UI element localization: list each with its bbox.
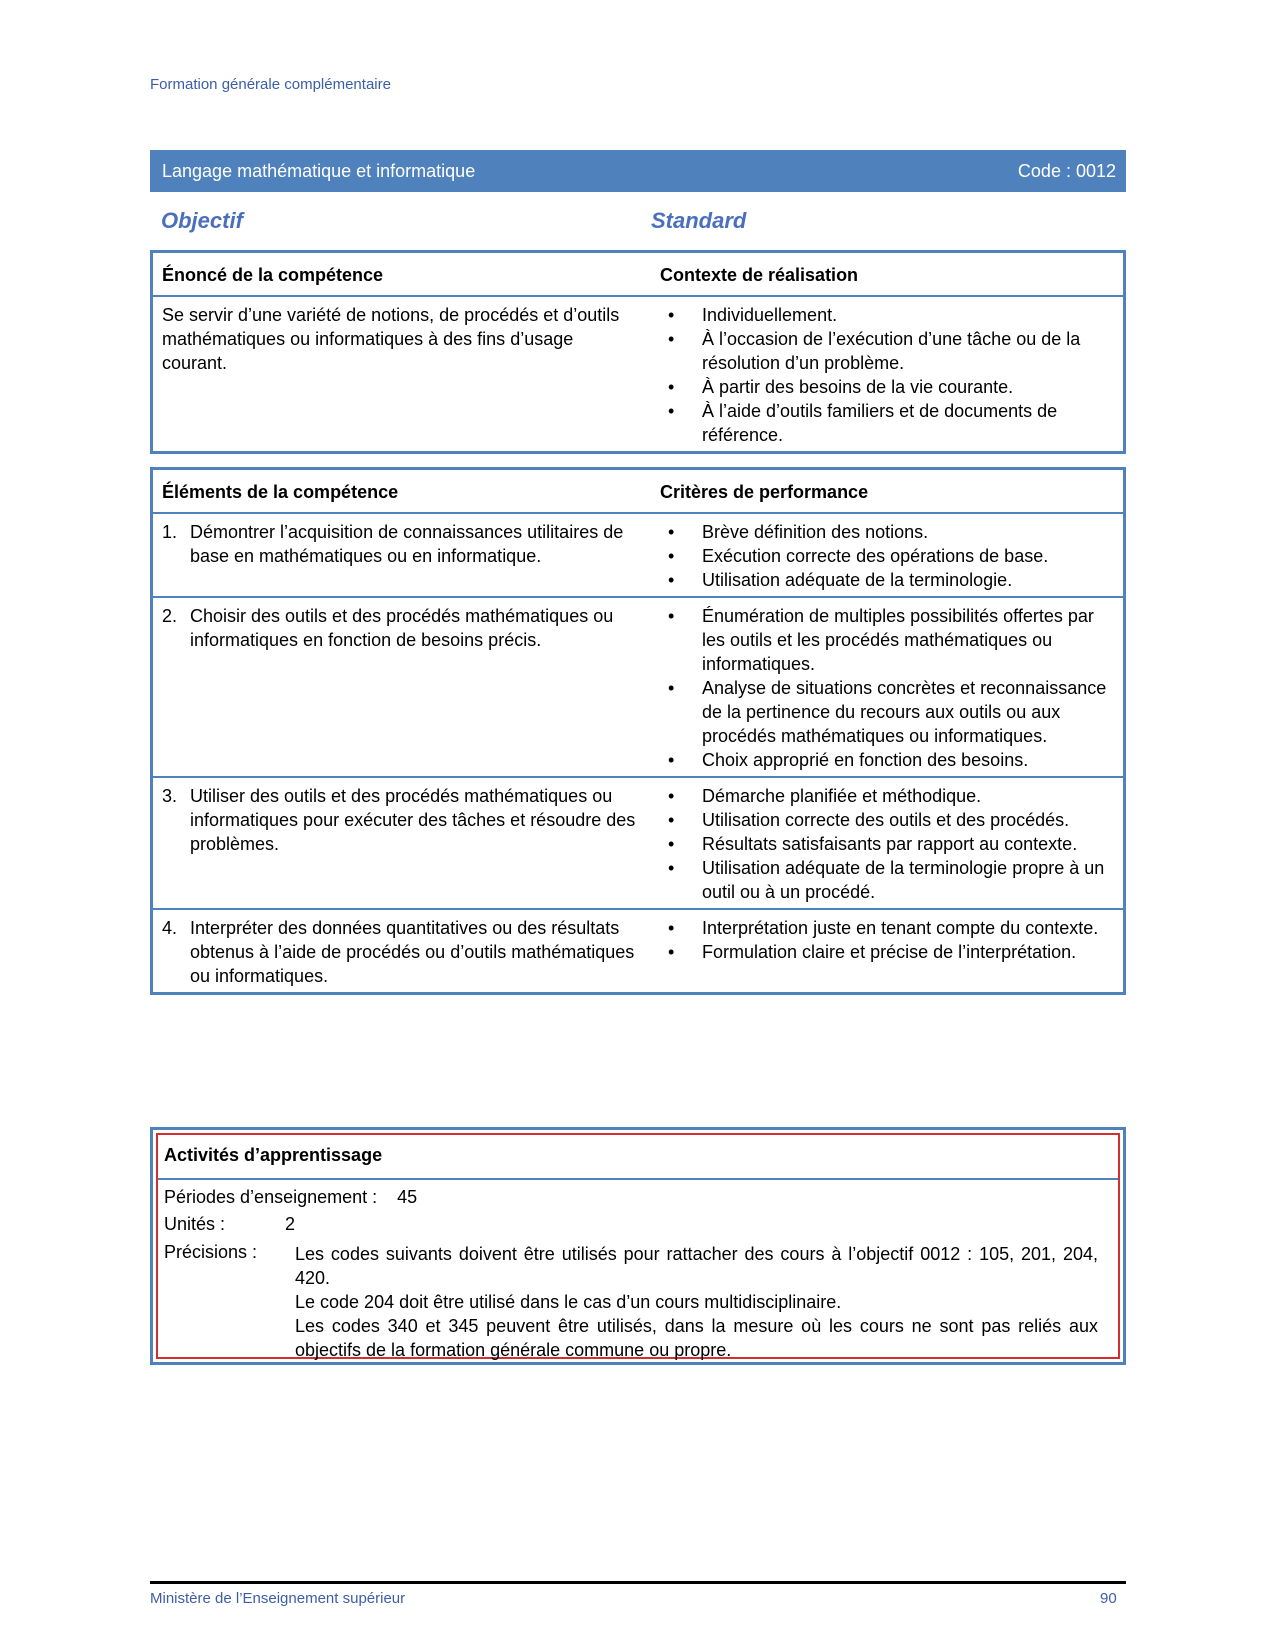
criterion-item: • Résultats satisfaisants par rapport au contexte. [660,832,1114,856]
criteria-header: Critères de performance [651,469,1125,514]
criterion-item: • Énumération de multiples possibilités offertes par les outils et les procédés mathématiques ou informatiques. [660,604,1114,676]
teaching-periods: Périodes d’enseignement : 45 [164,1187,418,1207]
criterion-item: • Analyse de situations concrètes et reconnaissance de la pertinence du recours aux outils ou aux procédés mathématiques ou informatiques. [660,676,1114,748]
learning-activities-box [150,1127,1126,1365]
element-number: 3. [162,786,178,806]
objectif-label: Objectif [161,208,243,233]
element-text: Utiliser des outils et des procédés mathématiques ou informatiques pour exécuter des tâches et résoudre des problèmes. [190,786,636,854]
units: Unités : 2 [164,1214,296,1234]
criterion-item: • Brève définition des notions. [660,520,1114,544]
context-list [660,303,1114,447]
course-title: Langage mathématique et informatique [162,161,476,181]
competence-statement: Se servir d’une variété de notions, de procédés et d’outils mathématiques ou informatiques à des fins d’usage courant. [162,305,620,373]
footer-rule [150,1581,1126,1584]
element-number: 2. [162,606,178,626]
precisions-text [295,1242,1098,1362]
context-item: • À l’occasion de l’exécution d’une tâche ou de la résolution d’un problème. [660,327,1114,375]
precisions-label: Précisions : [164,1242,258,1262]
table-row [152,909,1125,994]
precision-item: Le code 204 doit être utilisé dans le cas d’un cours multidisciplinaire. [295,1292,842,1312]
table-row [152,597,1125,777]
criterion-item: • Utilisation adéquate de la terminologie propre à un outil ou à un procédé. [660,856,1114,904]
context-item: • À l’aide d’outils familiers et de documents de référence. [660,399,1114,447]
precision-item: Les codes suivants doivent être utilisés pour rattacher des cours à l’objectif 0012 : 105, 201, 204, 420. [295,1244,1098,1288]
elements-header: Éléments de la compétence [152,469,652,514]
title-bar [150,150,1126,192]
criterion-item: • Exécution correcte des opérations de base. [660,544,1114,568]
course-code: Code : 0012 [1017,161,1116,181]
criterion-item: • Formulation claire et précise de l’interprétation. [660,940,1114,964]
criterion-item: • Démarche planifiée et méthodique. [660,784,1114,808]
element-text: Choisir des outils et des procédés mathématiques ou informatiques en fonction de besoins précis. [190,606,614,650]
activities-title: Activités d’apprentissage [164,1145,383,1165]
page-number: 90 [1100,1590,1117,1607]
table-row [152,513,1125,597]
criterion-item: • Interprétation juste en tenant compte du contexte. [660,916,1114,940]
element-number: 1. [162,522,178,542]
running-header: Formation générale complémentaire [150,76,391,93]
elements-table [150,467,1126,995]
table-row [152,777,1125,909]
element-number: 4. [162,918,178,938]
context-header: Contexte de réalisation [651,252,1125,297]
criterion-item: • Choix approprié en fonction des besoins. [660,748,1114,772]
competence-table [150,250,1126,454]
element-text: Démontrer l’acquisition de connaissances utilitaires de base en mathématiques ou en informatique. [190,522,624,566]
criterion-item: • Utilisation adéquate de la terminologie. [660,568,1114,592]
context-item: • Individuellement. [660,303,1114,327]
footer-ministry: Ministère de l’Enseignement supérieur [150,1590,406,1607]
standard-label: Standard [651,208,747,233]
criterion-item: • Utilisation correcte des outils et des procédés. [660,808,1114,832]
context-item: • À partir des besoins de la vie courante. [660,375,1114,399]
element-text: Interpréter des données quantitatives ou des résultats obtenus à l’aide de procédés ou d’outils mathématiques ou informatiques. [190,918,635,986]
competence-statement-header: Énoncé de la compétence [152,252,652,297]
precision-item: Les codes 340 et 345 peuvent être utilisés, dans la mesure où les cours ne sont pas reliés aux objectifs de la formation générale commune ou propre. [295,1316,1098,1360]
